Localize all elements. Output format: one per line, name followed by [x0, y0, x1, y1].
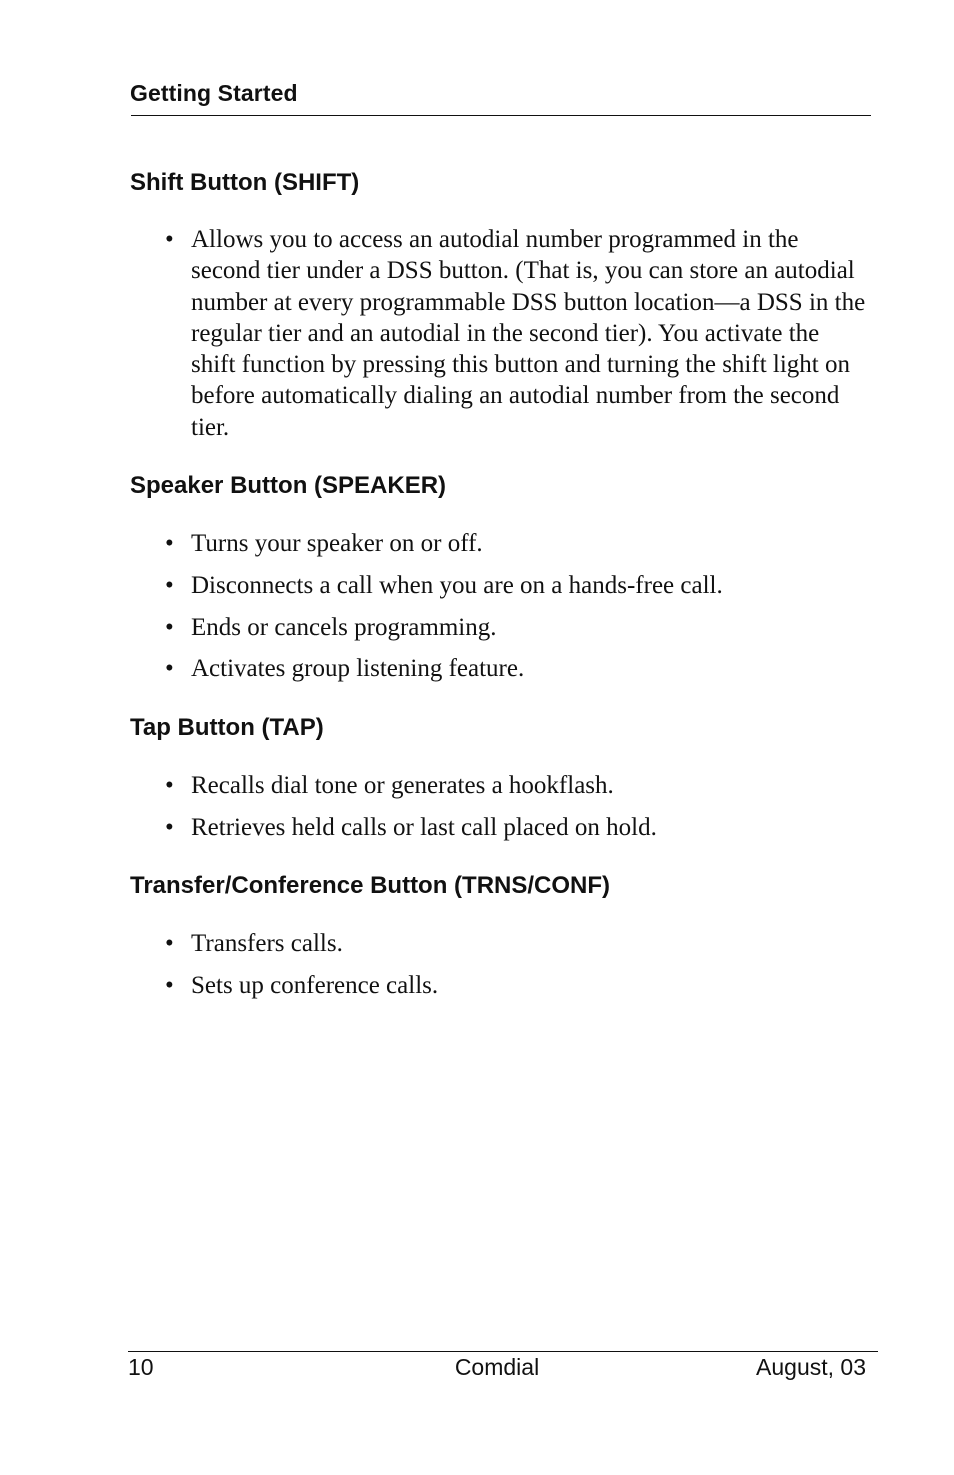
section-shift — [130, 168, 872, 454]
page-footer — [128, 1354, 866, 1384]
list-item-text: Turns your speaker on or off. — [191, 530, 483, 557]
list-item — [130, 224, 872, 443]
bullet-list — [130, 528, 872, 685]
list-item-text: Recalls dial tone or generates a hookflash. — [191, 772, 614, 799]
bullet-icon: • — [165, 655, 174, 683]
bullet-icon: • — [165, 813, 174, 841]
publication-date: August, 03 — [756, 1354, 866, 1380]
bullet-icon: • — [165, 613, 174, 641]
list-item-text: Disconnects a call when you are on a hands-free call. — [191, 571, 723, 599]
list-item — [130, 528, 872, 559]
bullet-icon: • — [165, 772, 174, 799]
bullet-icon: • — [165, 930, 174, 957]
section-heading: Shift Button (SHIFT) — [130, 169, 360, 196]
list-item — [130, 653, 872, 684]
bullet-list — [130, 224, 872, 443]
list-item — [130, 570, 872, 601]
running-header: Getting Started — [130, 80, 298, 106]
page-number: 10 — [128, 1354, 154, 1380]
header-rule — [131, 115, 871, 116]
list-item-text: Transfers calls. — [191, 930, 343, 957]
list-item-text: Activates group listening feature. — [191, 655, 525, 683]
publisher-name: Comdial — [454, 1354, 540, 1380]
section-transfer-conference — [130, 871, 872, 1012]
section-speaker — [130, 471, 872, 695]
bullet-icon: • — [165, 530, 174, 557]
section-heading: Tap Button (TAP) — [130, 714, 324, 741]
bullet-icon: • — [165, 571, 174, 599]
list-item — [130, 928, 872, 959]
list-item — [130, 770, 872, 801]
list-item — [130, 970, 872, 1001]
footer-rule — [128, 1351, 878, 1352]
bullet-list — [130, 770, 872, 843]
list-item-text: Allows you to access an autodial number programmed in the second tier under a DSS button. (That is, you can store an autodial number at every programmable DSS button location—a DSS in the regular tier and an autodial in the second tier). You activate the shift function by pressing this button and turning the shift light on before automatically dialing an autodial number from the second tier. — [191, 226, 866, 441]
bullet-list — [130, 928, 872, 1001]
list-item — [130, 612, 872, 643]
bullet-icon: • — [165, 971, 174, 999]
list-item-text: Ends or cancels programming. — [191, 613, 497, 641]
section-heading: Speaker Button (SPEAKER) — [130, 472, 447, 499]
bullet-icon: • — [165, 226, 174, 253]
list-item-text: Retrieves held calls or last call placed on hold. — [191, 813, 657, 841]
section-heading: Transfer/Conference Button (TRNS/CONF) — [130, 872, 611, 899]
list-item-text: Sets up conference calls. — [191, 971, 439, 999]
list-item — [130, 812, 872, 843]
section-tap — [130, 713, 872, 854]
